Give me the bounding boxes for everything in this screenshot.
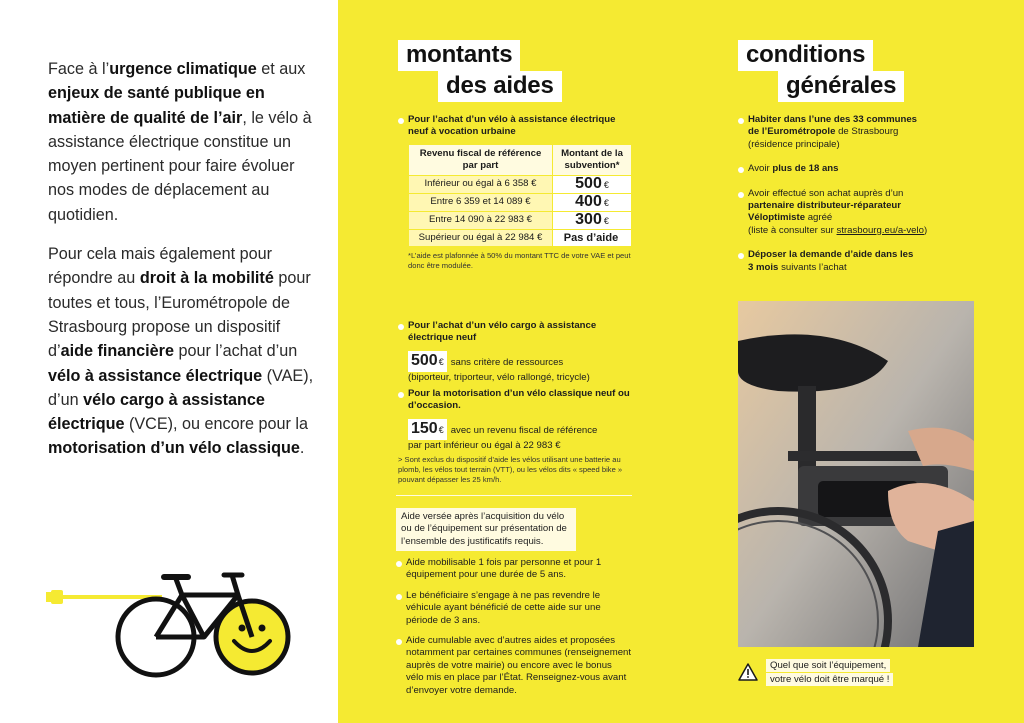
table-row: [409, 175, 632, 193]
condition-deadline: Déposer la demande d’aide dans les 3 mois suivants l’achat: [738, 249, 978, 274]
table-cell-revenu: Entre 6 359 et 14 089 €: [409, 193, 553, 211]
intro-text: [48, 57, 320, 476]
plug-icon: [46, 592, 51, 602]
vae-heading: Pour l’achat d’un vélo à assistance électrique neuf à vocation urbaine: [398, 114, 632, 139]
table-row: [409, 211, 632, 229]
photo-bike-battery: [738, 301, 974, 647]
intro-p2-run: vélo cargo à assistance électrique: [48, 390, 265, 434]
table-footnote: *L’aide est plafonnée à 50% du montant TTC de votre VAE et peut donc être modulée.: [408, 250, 631, 270]
motor-heading: Pour la motorisation d’un vélo classique neuf ou d’occasion.: [398, 388, 640, 413]
cargo-amount: 500€: [408, 351, 447, 372]
intro-p2-run: .: [299, 439, 305, 458]
conditions-title: [738, 40, 904, 102]
montants-title-line2: des aides: [438, 71, 562, 102]
table-cell-montant: 300 €: [553, 211, 632, 229]
intro-p1-run: et aux: [256, 60, 306, 78]
bike-illustration: [44, 565, 294, 685]
table-cell-revenu: Supérieur ou égal à 22 984 €: [409, 229, 553, 246]
intro-p1-run: urgence climatique: [109, 60, 257, 78]
condition-residence: Habiter dans l’une des 33 communes de l’Eurométropole de Strasbourg (résidence principale): [738, 114, 978, 151]
table-cell-montant: Pas d’aide: [553, 229, 632, 246]
intro-p2-run: aide financière: [60, 342, 174, 361]
cargo-heading: Pour l’achat d’un vélo cargo à assistance électrique neuf: [398, 320, 638, 345]
table-cell-montant: 500 €: [553, 175, 632, 193]
intro-p2-run: droit à la mobilité: [139, 269, 274, 288]
list-item: Le bénéficiaire s’engage à ne pas revendre le véhicule ayant bénéficié de cette aide sur une période de 3 ans.: [396, 590, 632, 627]
intro-p2-run: (VAE), d’un: [48, 366, 314, 409]
motor-details: 150€ avec un revenu fiscal de référence par part inférieur ou égal à 22 983 €: [408, 419, 598, 451]
intro-p2-run: motorisation d’un vélo classique: [48, 439, 300, 458]
warning-box: [738, 660, 978, 687]
intro-p2-run: vélo à assistance électrique: [48, 366, 263, 385]
intro-p2-run: Pour cela mais également pour répondre au: [48, 245, 273, 288]
vae-section: [398, 114, 632, 271]
table-cell-revenu: Inférieur ou égal à 6 358 €: [409, 175, 553, 193]
montants-title: [398, 40, 562, 102]
intro-p1-run: enjeux de santé publique en matière de qualité de l’air: [48, 84, 265, 127]
paid-note-box: [396, 508, 576, 551]
list-item: Aide mobilisable 1 fois par personne et pour 1 équipement pour une durée de 5 ans.: [396, 557, 632, 582]
condition-partner: Avoir effectué son achat auprès d’un partenaire distributeur-réparateur Véloptimiste agréé (liste à consulter sur strasbourg.eu/a-velo): [738, 188, 978, 238]
table-cell-montant: 400 €: [553, 193, 632, 211]
warning-triangle-icon: [738, 663, 758, 681]
divider: [396, 495, 632, 496]
table-cell-revenu: Entre 14 090 à 22 983 €: [409, 211, 553, 229]
condition-age: Avoir plus de 18 ans: [738, 163, 978, 175]
paid-note: Aide versée après l’acquisition du vélo ou de l’équipement sur présentation de l’ensemble des justificatifs requis.: [396, 508, 576, 551]
conditions-title-line1: conditions: [738, 40, 873, 71]
bike-icon: [44, 565, 294, 685]
partner-list-link[interactable]: strasbourg.eu/a-velo: [836, 224, 924, 236]
aid-table: [408, 144, 632, 247]
intro-p1-run: Face à l’: [48, 60, 110, 78]
left-panel: [0, 0, 338, 723]
intro-p1-run: , le vélo à assistance électrique constitue un moyen pertinent pour faire évoluer nos modes de déplacement au quotidien.: [48, 108, 312, 224]
motor-section: [398, 388, 640, 485]
motor-amount: 150€: [408, 419, 447, 440]
intro-p2-run: pour toutes et tous, l’Eurométropole de Strasbourg propose un dispositif d’: [48, 269, 311, 361]
intro-paragraph-2: [48, 242, 320, 461]
table-row: [409, 229, 632, 246]
cargo-section: [398, 320, 638, 384]
table-row: [409, 193, 632, 211]
conditions-title-line2: générales: [778, 71, 904, 102]
list-item: Aide cumulable avec d’autres aides et proposées notamment par certaines communes (renseignement auprès de votre mairie) ou encore avec le bonus vélo mis en place par l’État. Renseignez-vous avant d’envoyer votre demande.: [396, 635, 632, 697]
intro-paragraph-1: [48, 57, 320, 227]
conditions-list: [738, 114, 978, 274]
warning-text: Quel que soit l’équipement, votre vélo doit être marqué !: [766, 660, 978, 687]
table-header-revenu: Revenu fiscal de référence par part: [409, 144, 553, 175]
intro-p2-run: (VCE), ou encore pour la: [124, 415, 309, 434]
montants-title-line1: montants: [398, 40, 520, 71]
table-header-montant: Montant de la subvention*: [553, 144, 632, 175]
rules-list: [396, 557, 632, 697]
cargo-details: 500€ sans critère de ressources (biporteur, triporteur, vélo rallongé, tricycle): [408, 351, 590, 383]
exclusion-note: > Sont exclus du dispositif d’aide les vélos utilisant une batterie au plomb, les vélos tout terrain (VTT), ou les vélos dits « speed bike » pouvant dépasser les 25 km/h.: [398, 455, 623, 485]
intro-p2-run: pour l’achat d’un: [173, 342, 298, 361]
right-panel: [338, 0, 1024, 723]
